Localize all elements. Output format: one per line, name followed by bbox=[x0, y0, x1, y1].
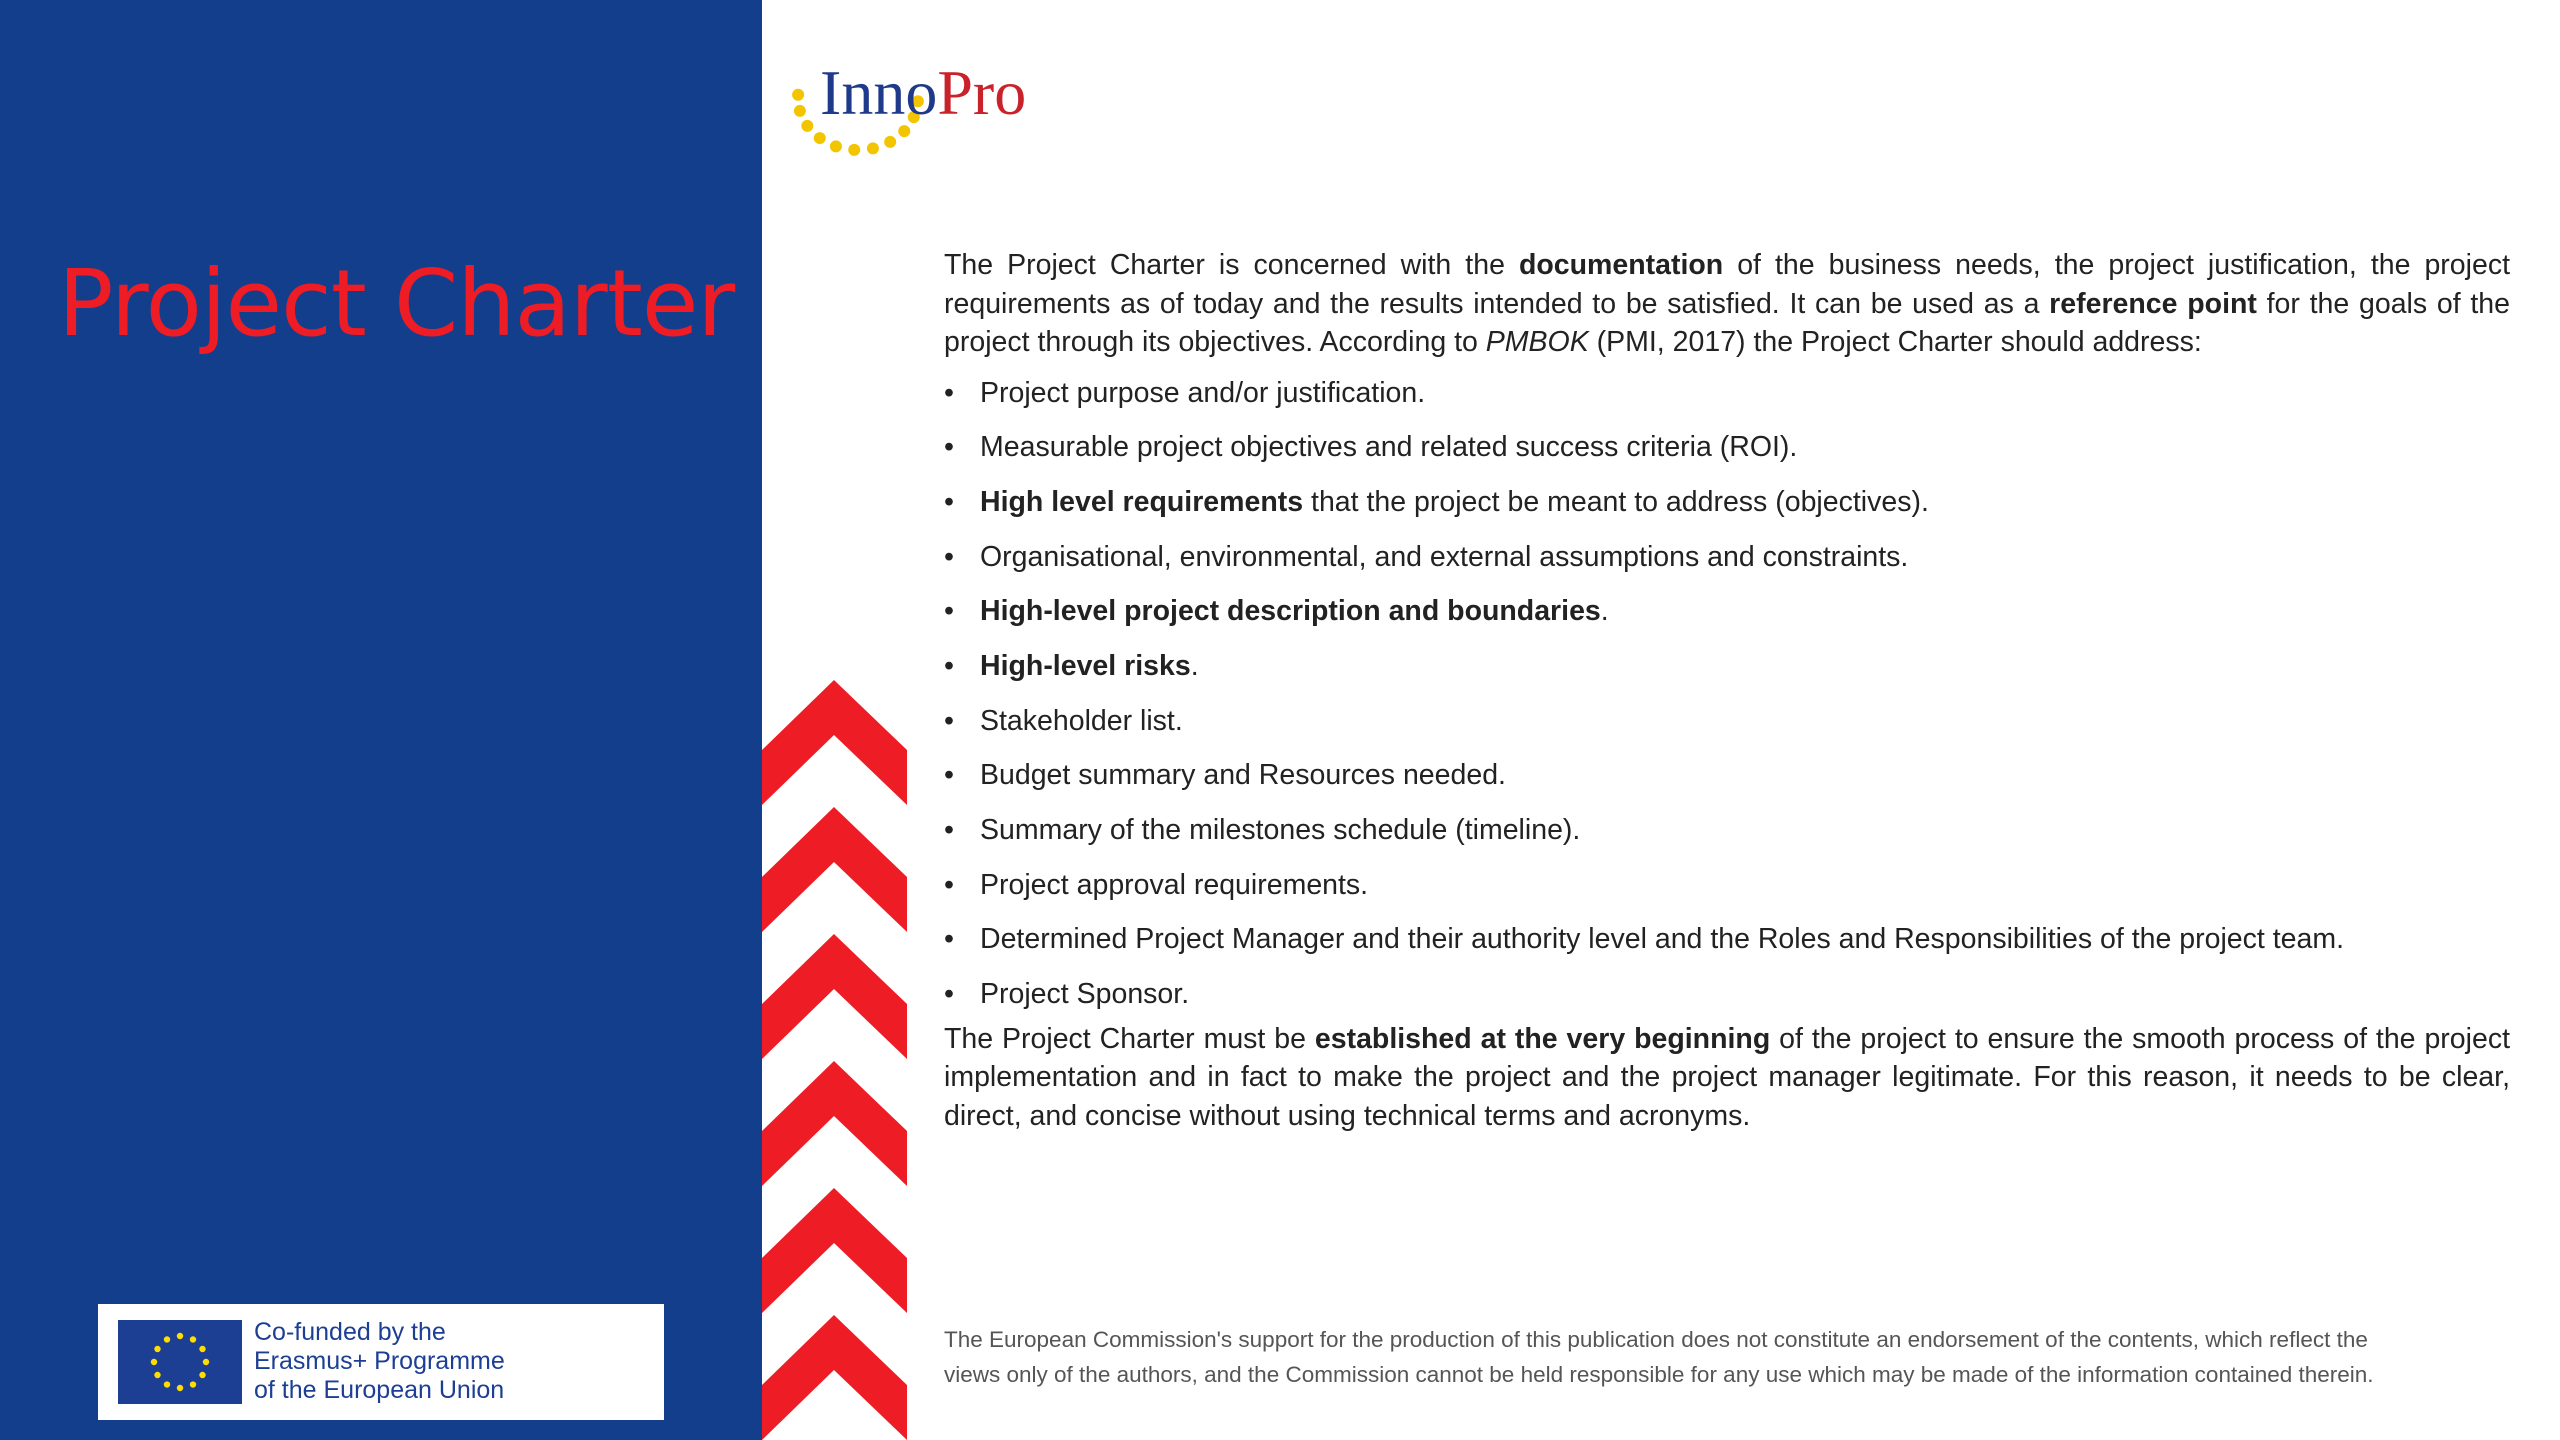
chevron-shape bbox=[762, 1315, 907, 1440]
list-item bbox=[944, 483, 2510, 538]
intro-text-2: of the business needs, the project justification, the project requirements as of today and the results intended to be satisfied. It can be used as a bbox=[944, 249, 2510, 320]
logo-star bbox=[884, 136, 896, 148]
eu-flag-icon bbox=[118, 1320, 242, 1404]
eu-star bbox=[154, 1346, 160, 1352]
logo-wordmark-pro: Pro bbox=[937, 57, 1027, 128]
list-item bbox=[944, 538, 2510, 593]
eu-star bbox=[151, 1359, 157, 1365]
intro-text-3: for the goals of the project through its objectives. According to bbox=[944, 287, 2510, 358]
logo-star bbox=[792, 89, 804, 101]
eu-badge-line-3: of the European Union bbox=[254, 1376, 505, 1404]
eu-star bbox=[199, 1372, 205, 1378]
list-item bbox=[944, 592, 2510, 647]
intro-bold-documentation: documentation bbox=[1518, 249, 1724, 281]
logo-star bbox=[848, 144, 860, 156]
list-item-text: that the project be meant to address (objectives). bbox=[1303, 485, 1929, 518]
list-item bbox=[944, 374, 2510, 429]
eu-badge-text bbox=[254, 1318, 505, 1405]
eu-badge-line-1: Co-funded by the bbox=[254, 1318, 446, 1346]
intro-text-4: (PMI, 2017) the Project Charter should address: bbox=[1588, 326, 2202, 358]
logo-star bbox=[830, 140, 842, 152]
left-blue-panel bbox=[0, 0, 762, 1440]
eu-disclaimer bbox=[944, 1322, 2484, 1392]
main-content bbox=[944, 246, 2510, 1135]
closing-text-2: of the project to ensure the smooth process of the project implementation and in fact to make the project and the project manager legitimate. For this reason, it needs to be clear, direct, and concise without using technical terms and acronyms. bbox=[944, 1022, 2510, 1132]
list-item bbox=[944, 866, 2510, 921]
eu-star bbox=[203, 1359, 209, 1365]
eu-star bbox=[164, 1336, 170, 1342]
chevron-stripe-decoration bbox=[762, 680, 907, 1440]
list-item bbox=[944, 647, 2510, 702]
innopro-logo bbox=[786, 28, 1066, 168]
logo-wordmark-inno: Inno bbox=[820, 57, 938, 128]
logo-star bbox=[794, 105, 806, 117]
intro-bold-reference-point: reference point bbox=[2049, 287, 2257, 320]
eu-star bbox=[190, 1336, 196, 1342]
intro-text-1: The Project Charter is concerned with the bbox=[944, 249, 1519, 281]
eu-star bbox=[177, 1385, 183, 1391]
list-item bbox=[944, 756, 2510, 811]
list-item-text: Organisational, environmental, and external assumptions and constraints. bbox=[980, 540, 1909, 573]
list-item-text: Project Sponsor. bbox=[980, 978, 1190, 1011]
list-item-text: Summary of the milestones schedule (timeline). bbox=[980, 814, 1581, 846]
list-item bbox=[944, 920, 2510, 975]
closing-text-1: The Project Charter must be bbox=[944, 1022, 1315, 1055]
list-item-text: . bbox=[1600, 595, 1609, 628]
list-item-text: Stakeholder list. bbox=[980, 704, 1183, 737]
list-item-bold: High-level project description and boundaries bbox=[980, 595, 1601, 628]
eu-star bbox=[154, 1372, 160, 1378]
intro-italic-pmbok: PMBOK bbox=[1485, 326, 1589, 358]
slide-title: Project Charter bbox=[58, 250, 735, 357]
list-item-text: Budget summary and Resources needed. bbox=[980, 759, 1506, 792]
list-item bbox=[944, 975, 2510, 1030]
list-item-text: Project approval requirements. bbox=[980, 868, 1369, 901]
logo-star bbox=[814, 132, 826, 144]
eu-star bbox=[164, 1381, 170, 1387]
list-item-text: Measurable project objectives and related success criteria (ROI). bbox=[980, 431, 1798, 464]
list-item bbox=[944, 811, 2510, 866]
closing-paragraph bbox=[944, 1020, 2510, 1136]
disclaimer-line-1: The European Commission's support for the production of this publication does not constitute an endorsement of the contents, which reflect the bbox=[944, 1327, 2368, 1352]
eu-star bbox=[190, 1381, 196, 1387]
chevron-shape bbox=[762, 1061, 907, 1186]
logo-star bbox=[801, 120, 813, 132]
eu-badge-line-2: Erasmus+ Programme bbox=[254, 1347, 505, 1375]
chevron-shape bbox=[762, 934, 907, 1059]
chevron-shape bbox=[762, 680, 907, 805]
eu-star bbox=[177, 1333, 183, 1339]
logo-wordmark bbox=[820, 56, 1026, 130]
list-item-text: . bbox=[1190, 649, 1199, 682]
eu-cofunded-badge bbox=[98, 1304, 664, 1420]
list-item bbox=[944, 702, 2510, 757]
logo-star bbox=[867, 142, 879, 154]
eu-star bbox=[199, 1346, 205, 1352]
list-item-bold: High level requirements bbox=[980, 485, 1304, 518]
list-item-bold: High-level risks bbox=[980, 649, 1191, 682]
chevron-shape bbox=[762, 807, 907, 932]
closing-bold-beginning: established at the very beginning bbox=[1314, 1022, 1771, 1055]
list-item bbox=[944, 428, 2510, 483]
chevron-shape bbox=[762, 1188, 907, 1313]
disclaimer-line-2: views only of the authors, and the Commission cannot be held responsible for any use which may be made of the information contained therein. bbox=[944, 1362, 2374, 1387]
list-item-text: Project purpose and/or justification. bbox=[980, 376, 1426, 409]
intro-paragraph bbox=[944, 246, 2510, 362]
charter-items-list bbox=[944, 374, 2510, 1030]
list-item-text: Determined Project Manager and their authority level and the Roles and Responsibilities of the project team. bbox=[980, 923, 2344, 956]
